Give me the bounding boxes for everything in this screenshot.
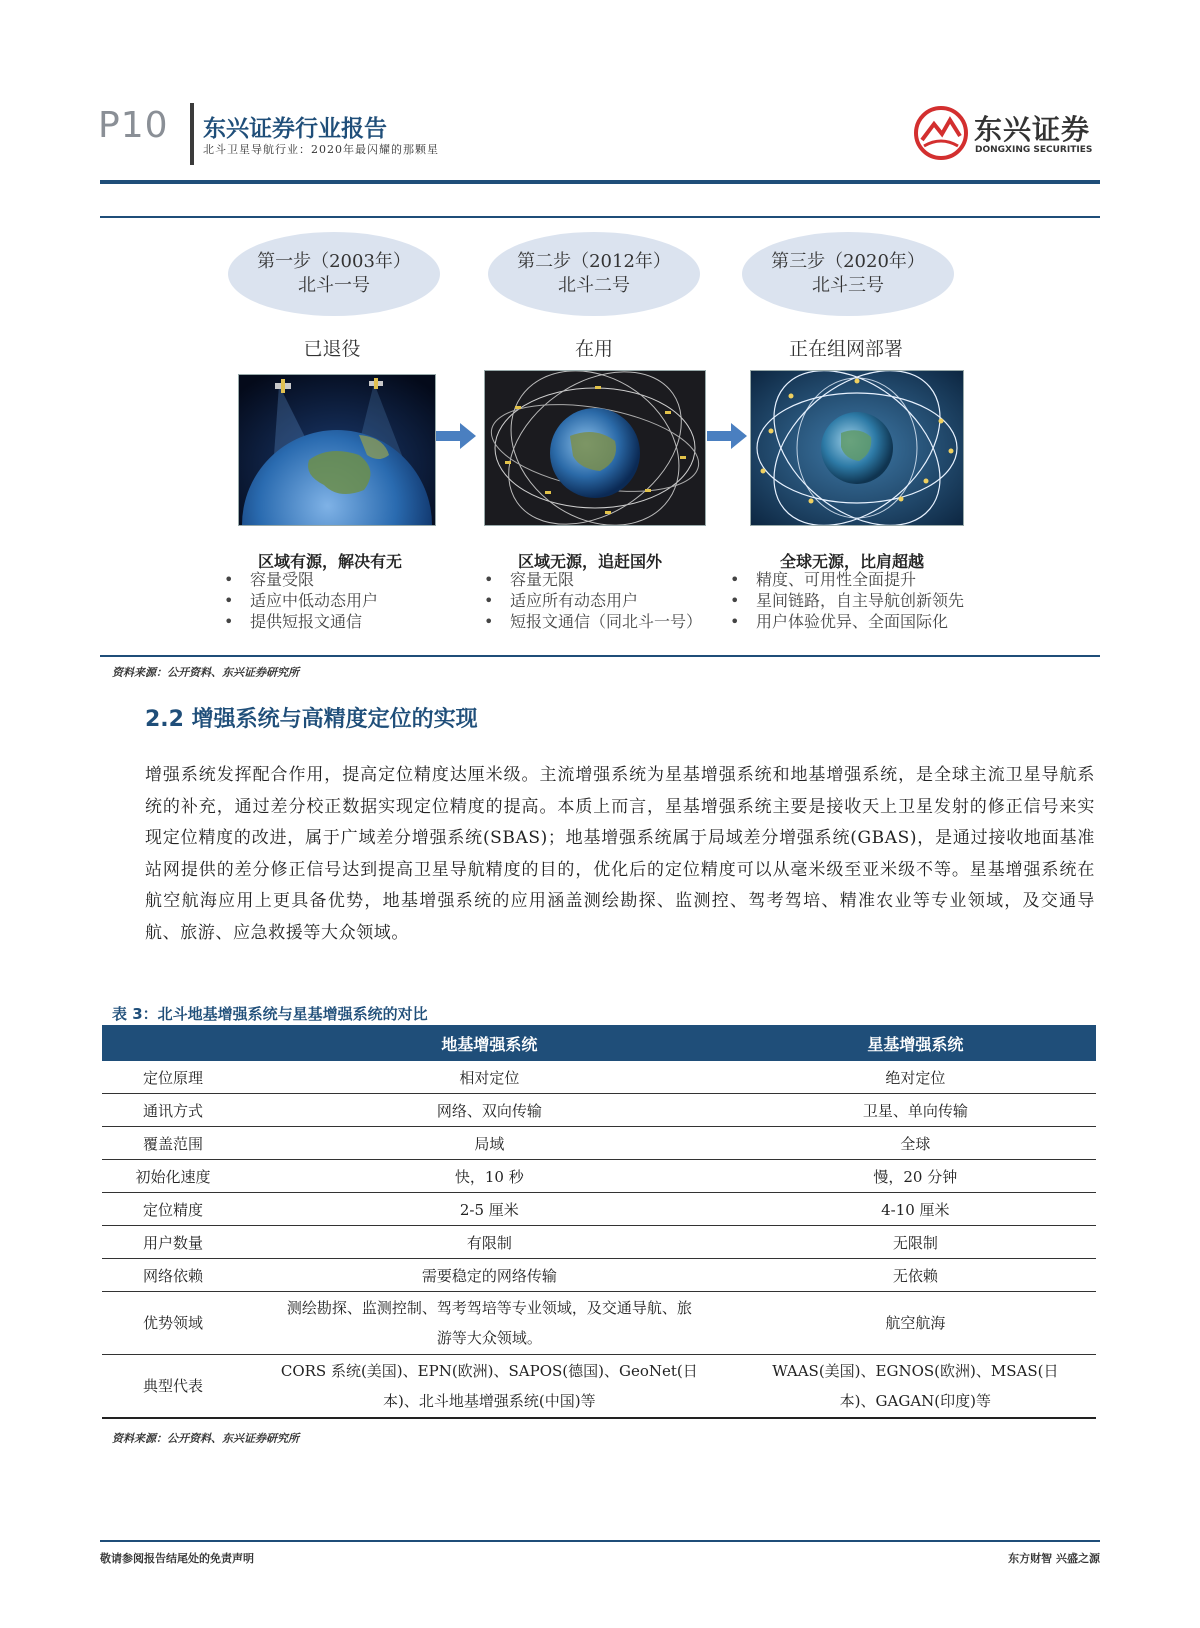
row-label: 网络依赖 [102,1259,244,1292]
list-item: • 星间链路，自主导航创新领先 [730,590,964,611]
step-1-ellipse [228,232,440,316]
disclaimer-note: 敬请参阅报告结尾处的免责声明 [100,1552,254,1565]
step-1-feature-title: 区域有源，解决有无 [258,552,403,571]
table-header-row [102,1025,1096,1061]
table-cell: 无限制 [735,1226,1096,1259]
table-cell: 绝对定位 [735,1061,1096,1094]
table-row [102,1160,1096,1193]
row-label: 初始化速度 [102,1160,244,1193]
table-cell: 2-5 厘米 [244,1193,735,1226]
beidou-3-global-image [750,370,964,526]
table-cell: WAAS(美国)、EGNOS(欧洲)、MSAS(日本)、GAGAN(印度)等 [735,1355,1096,1419]
beidou-2-constellation-image [484,370,706,526]
table-cell: 有限制 [244,1226,735,1259]
table-header-cell: 地基增强系统 [244,1025,735,1061]
table-cell: 快，10 秒 [244,1160,735,1193]
table-caption: 表 3：北斗地基增强系统与星基增强系统的对比 [112,1005,428,1023]
table-source: 资料来源：公开资料、东兴证券研究所 [112,1432,299,1445]
list-item: • 适应所有动态用户 [484,590,702,611]
arrow-right-icon [707,423,747,449]
beidou-1-satellite-image [238,374,436,526]
table-row [102,1226,1096,1259]
table-cell: 全球 [735,1127,1096,1160]
table-cell: 慢，20 分钟 [735,1160,1096,1193]
table-cell: CORS 系统(美国)、EPN(欧洲)、SAPOS(德国)、GeoNet(日本)、北斗地基增强系统(中国)等 [244,1355,735,1419]
report-subtitle: 北斗卫星导航行业：2020年最闪耀的那颗星 [203,143,439,156]
step-1-feature-list [224,569,378,632]
table-cell: 无依赖 [735,1259,1096,1292]
step-2-ellipse [488,232,700,316]
logo-chinese: 东兴证券 [974,113,1091,146]
figure-bottom-rule [100,655,1100,657]
table-cell: 局域 [244,1127,735,1160]
step-2-feature-title: 区域无源，追赶国外 [518,552,663,571]
step-3-feature-list [730,569,964,632]
step-2-status: 在用 [574,338,613,360]
list-item: • 用户体验优异、全面国际化 [730,611,964,632]
list-item: • 适应中低动态用户 [224,590,378,611]
header-divider [190,103,194,165]
row-label: 定位原理 [102,1061,244,1094]
step-3-name: 北斗三号 [812,275,884,296]
arrow-right-icon [436,423,476,449]
list-item: • 精度、可用性全面提升 [730,569,964,590]
table-cell: 测绘勘探、监测控制、驾考驾培等专业领域，及交通导航、旅游等大众领域。 [244,1292,735,1355]
section-paragraph: 增强系统发挥配合作用，提高定位精度达厘米级。主流增强系统为星基增强系统和地基增强系统，是全球主流卫星导航系统的补充，通过差分校正数据实现定位精度的提高。本质上而言，星基增强系统主要是接收天上卫星发射的修正信号来实现定位精度的改进，属于广域差分增强系统(SBAS)；地基增强系统属于局域差分增强系统(GBAS)，是通过接收地面基准站网提供的差分修正信号达到提高卫星导航精度的目的，优化后的定位精度可以从毫米级至亚米级不等。星基增强系统在航空航海应用上更具备优势，地基增强系统的应用涵盖测绘勘探、监测控、驾考驾培、精准农业等专业领域，及交通导航、旅游、应急救援等大众领域。 [145,765,1095,943]
table-row [102,1127,1096,1160]
row-label: 通讯方式 [102,1094,244,1127]
report-title: 东兴证券行业报告 [203,116,387,142]
table-cell: 4-10 厘米 [735,1193,1096,1226]
figure-source: 资料来源：公开资料、东兴证券研究所 [112,666,299,679]
table-cell: 网络、双向传输 [244,1094,735,1127]
footer-slogan: 东方财智 兴盛之源 [1008,1552,1100,1565]
table-cell: 相对定位 [244,1061,735,1094]
row-label: 典型代表 [102,1355,244,1419]
step-2-name: 北斗二号 [558,275,630,296]
table-row [102,1193,1096,1226]
table-row [102,1355,1096,1419]
step-1-label: 第一步（2003年） [257,251,411,272]
table-row [102,1061,1096,1094]
table-row [102,1292,1096,1355]
row-label: 优势领域 [102,1292,244,1355]
row-label: 覆盖范围 [102,1127,244,1160]
list-item: • 容量受限 [224,569,378,590]
logo-english: DONGXING SECURITIES [975,145,1093,155]
footer-rule [100,1540,1100,1542]
step-2-label: 第二步（2012年） [517,251,671,272]
step-1-name: 北斗一号 [298,275,370,296]
table-header-cell: 星基增强系统 [735,1025,1096,1061]
section-title: 2.2 增强系统与高精度定位的实现 [145,707,478,732]
table-row [102,1259,1096,1292]
table-cell: 航空航海 [735,1292,1096,1355]
list-item: • 提供短报文通信 [224,611,378,632]
table-header-cell [102,1025,244,1061]
step-3-label: 第三步（2020年） [771,251,925,272]
list-item: • 容量无限 [484,569,702,590]
comparison-table [102,1025,1096,1419]
page-number: P10 [98,105,169,146]
step-3-feature-title: 全球无源，比肩超越 [780,552,925,571]
row-label: 定位精度 [102,1193,244,1226]
header-rule [100,180,1100,184]
step-3-status: 正在组网部署 [788,338,903,360]
dongxing-logo-icon [914,106,968,160]
step-1-status: 已退役 [303,338,361,360]
table-row [102,1094,1096,1127]
table-cell: 卫星、单向传输 [735,1094,1096,1127]
row-label: 用户数量 [102,1226,244,1259]
list-item: • 短报文通信（同北斗一号） [484,611,702,632]
step-3-ellipse [742,232,954,316]
step-2-feature-list [484,569,702,632]
figure-top-rule [100,216,1100,218]
table-cell: 需要稳定的网络传输 [244,1259,735,1292]
